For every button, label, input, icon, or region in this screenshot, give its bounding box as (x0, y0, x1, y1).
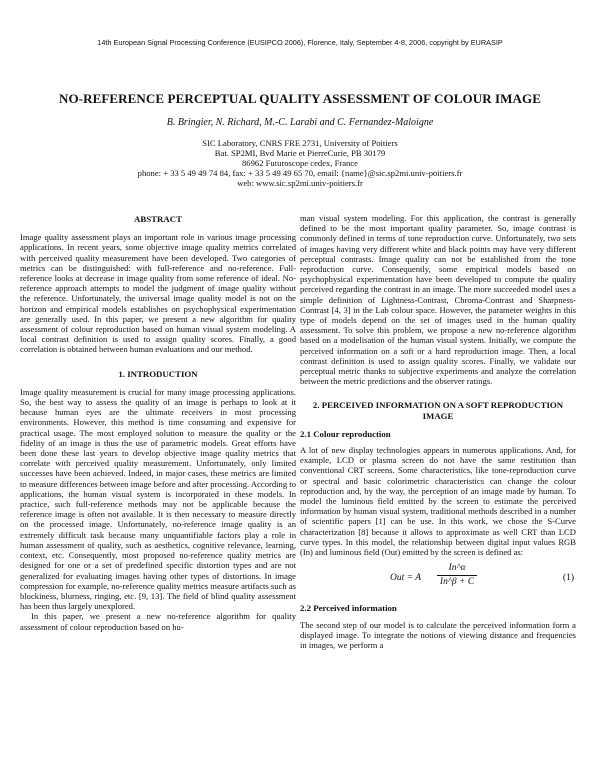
equation-number: (1) (562, 573, 574, 584)
contact-line: phone: + 33 5 49 49 74 84, fax: + 33 5 49 49 65 70, email: {name}@sic.sp2mi.univ-poitiers.fr (137, 168, 463, 178)
affiliation-line: SIC Laboratory, CNRS FRE 2731, University of Poitiers (202, 138, 398, 148)
equation-lhs: Out = A (390, 573, 422, 584)
perceived-information-text: The second step of our model is to calculate the perceived information form a displayed image. To integrate the notions of viewing distance and frequencies in images, we perform a (300, 619, 576, 650)
affiliation-line: Bat. SP2MI, Bvd Marie et PierreCurie, PB 30179 (214, 148, 386, 158)
abstract-text: Image quality assessment plays an important role in various image processing applications. In recent years, some objective image quality metrics correlated with perceived quality measurement have been developed. Two categories of metrics can be distinguished: with full-reference and no-reference. Full-reference looks at decrease in image quality from some reference of ideal. No-reference approach attempts to model the judgment of image quality without the reference. Unfortunately, the universal image quality model is not on the horizon and empirical models establishes on psychophysical experimentation are generally used. In this paper, we present a new algorithm for quality assessment of colour reproduction based on human visual system modeling. A local contrast definition is used to assign quality scores. Finally, a good correlation is obtained between human evaluations and our method. (20, 232, 296, 355)
introduction-heading: 1. INTRODUCTION (118, 368, 198, 379)
abstract-heading: ABSTRACT (134, 214, 182, 224)
subsection-2-2-heading: 2.2 Perceived information (300, 603, 397, 614)
web-line: web: www.sic.sp2mi.univ-poitiers.fr (237, 178, 363, 188)
colour-reproduction-text: A lot of new display technologies appears in numerous applications. And, for example, LCD or plasma screen do not have the same restitution than conventional CRT screens. Some characteristics, like tone-reproduction curve or spectral and basic colorimetric characteristics can change the colour reproduction and, by the way, the perception of an image made by human. To model the luminous field emitted by the screen to estimate the perceived information by human visual system, traditional methods described in a number of scientific papers [1] can be use. In this work, we chose the S-Curve characterization [8] because it allows to approximate as well CRT than LCD curve types. In this model, the relationship between digital input values RGB (In) and luminous field (Out) emitted by the screen is defined as: (300, 445, 576, 558)
conference-header: 14th European Signal Processing Conference (EUSIPCO 2006), Florence, Italy, September 4-8, 2006, copyright by EURASIP (97, 38, 503, 47)
section-2-heading: 2. PERCEIVED INFORMATION ON A SOFT REPRODUCTION IMAGE (312, 400, 564, 421)
affiliation-block (0, 138, 600, 188)
right-column (300, 213, 576, 650)
equation-numerator: In^α (448, 563, 466, 574)
affiliation-line: 86962 Futuroscope cedex, France (242, 158, 358, 168)
left-column (20, 214, 296, 632)
paper-title: NO-REFERENCE PERCEPTUAL QUALITY ASSESSMENT OF COLOUR IMAGE (58, 91, 542, 106)
intro-paragraph: In this paper, we present a new no-reference algorithm for quality assessment of colour reproduction based on hu- (20, 611, 296, 632)
equation-denominator: In^β + C (439, 576, 475, 587)
equation-1 (300, 561, 576, 597)
author-list: B. Bringier, N. Richard, M.-C. Larabi and C. Fernandez-Maloigne (166, 117, 434, 128)
intro-paragraph-continued: man visual system modeling. For this application, the contrast is generally defined to be the most important quality parameter. So, image contrast is commonly defined in terms of tone reproduction curve. Unfortunately, two sets of images having very different white and black points may have very different perceptual contrasts. Image quality can not be established from the tone reproduction curve. Consequently, some empirical models based on psychophysical experimentation have been developed to compute the quality perceived regarding the contrast in an image. The more succeeded model uses a simple definition of Lightness-Contrast, Chroma-Contrast and Sharpness-Contrast [4, 3] in the Lab colour space. However, the parameter weights in this type of models depend on the set of images used in the human quality assessment. To solve this problem, we propose a new no-reference algorithm based on a modelisation of the human visual system. Initially, we compute the perceived information on a soft or a hard reproduction image. Then, a local contrast definition is used to assign quality scores. Finally, we validate our perceptual metric thanks to subjective experiments and analyze the correlation between the metric predictions and the observer ratings. (300, 213, 576, 387)
subsection-2-1-heading: 2.1 Colour reproduction (300, 428, 391, 439)
intro-paragraph: Image quality measurement is crucial for many image processing applications. So, the best way to assess the quality of an image is perhaps to look at it because human eyes are the ultimate receivers in most processing environments. However, this method is time consuming and expensive for practical usage. The most employed solution to measure the quality or the fidelity of an image is thus the use of parametric models. Great efforts have been done these last years to develop objective image quality metrics that correlate with perceived quality measurement. Unfortunately, only limited successes have been achieved. Indeed, in major cases, these metrics are limited to measure differences between image before and after processing. According to applications, the human visual system is incorporated in these models. In practice, such full-reference methods may not be applicable because the reference image is often not available. It is then necessary to measure directly on the processed image. Unfortunately, no-reference image quality is an extremely difficult task because many unquantifiable factors play a role in human assessment of quality, such as aesthetics, cognitive relevance, learning, context, etc. Consequently, most proposed no-reference quality metrics are designed for one or a set of predefined specific distortion types and are not generalized for evaluating images having other types of distortions. In image compression for example, no-reference quality metrics measure artifacts such as blockiness, blurness, ringing, etc. [9, 13]. The field of blind quality assessment has been thus largely unexplored. (20, 386, 296, 612)
equation-fraction (437, 563, 477, 586)
